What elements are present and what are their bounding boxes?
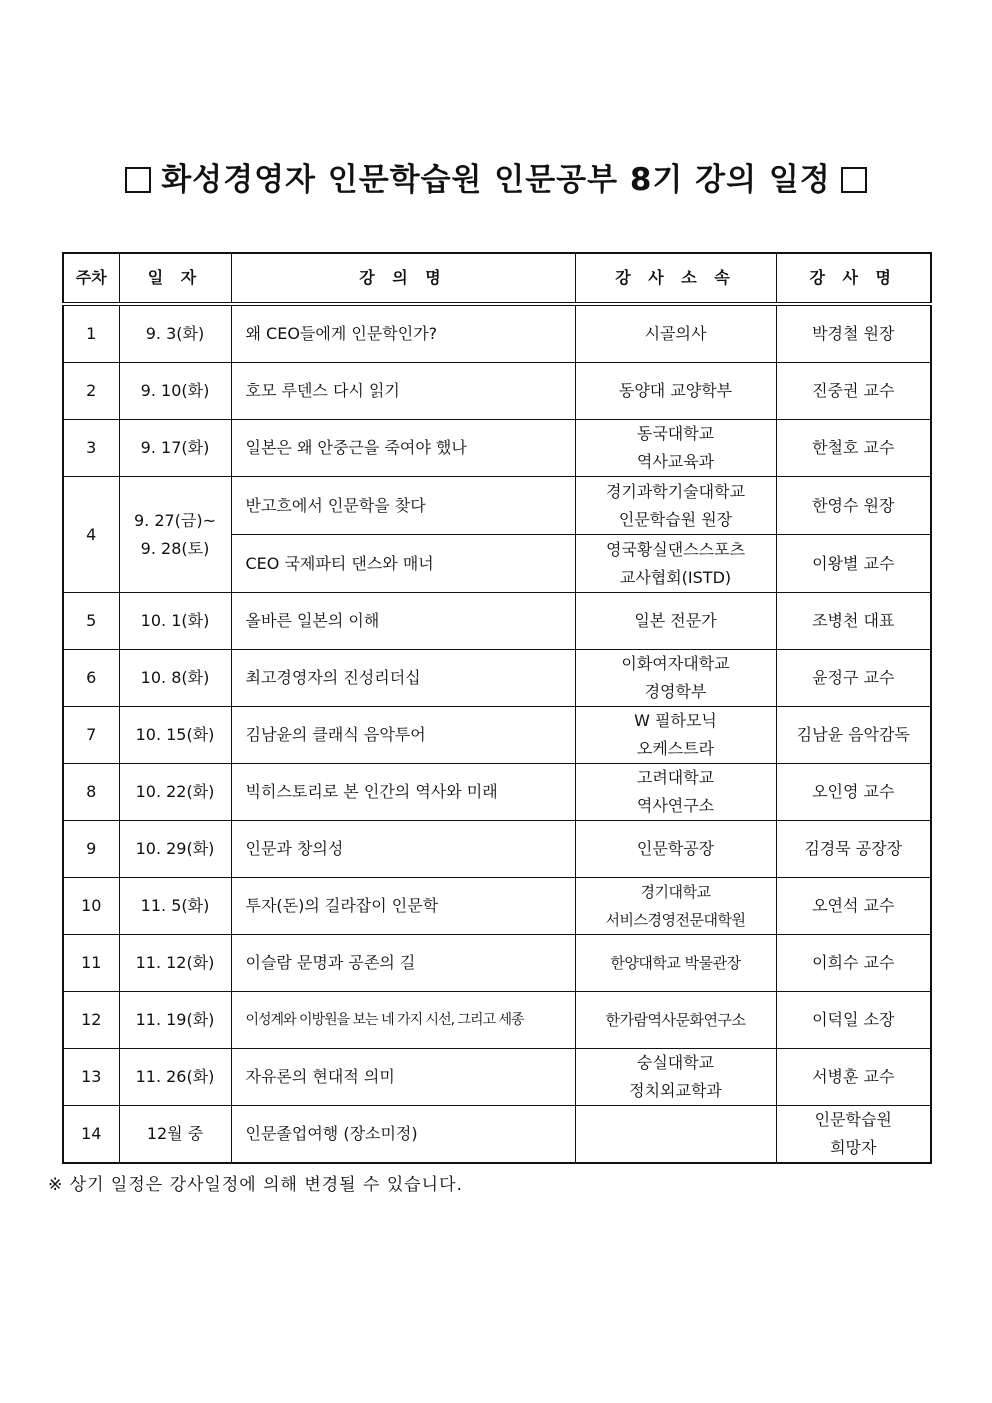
lecturer-line: 이희수 교수 <box>812 953 895 972</box>
week-cell: 2 <box>63 363 119 420</box>
table-row <box>63 935 931 992</box>
date-cell: 9. 3(화) <box>119 304 231 363</box>
lecture-cell: 호모 루덴스 다시 읽기 <box>231 363 575 420</box>
table-row <box>63 593 931 650</box>
date-cell: 12월 중 <box>119 1106 231 1164</box>
affiliation-line: 교사협회(ISTD) <box>619 567 732 587</box>
lecturer-line: 한영수 원장 <box>812 495 895 515</box>
affiliation-line: 인문학습원 원장 <box>618 509 733 529</box>
affiliation-line: 시골의사 <box>644 324 707 343</box>
date-cell: 11. 26(화) <box>119 1049 231 1106</box>
lecturer-cell <box>776 650 931 707</box>
table-row <box>63 477 931 535</box>
lecturer-cell <box>776 593 931 650</box>
date-cell: 10. 22(화) <box>119 764 231 821</box>
table-row <box>63 764 931 821</box>
lecture-cell: CEO 국제파티 댄스와 매너 <box>231 535 575 593</box>
affiliation-cell <box>575 535 776 593</box>
affiliation-line: 이화여자대학교 <box>621 654 730 673</box>
lecturer-cell <box>776 992 931 1049</box>
lecturer-line: 서병훈 교수 <box>812 1067 895 1086</box>
lecturer-cell <box>776 535 931 593</box>
lecturer-line: 한철호 교수 <box>812 438 895 457</box>
date-cell: 9. 10(화) <box>119 363 231 420</box>
lecturer-line: 오인영 교수 <box>812 782 895 801</box>
lecture-cell: 반고흐에서 인문학을 찾다 <box>231 477 575 535</box>
date-cell: 11. 5(화) <box>119 878 231 935</box>
lecture-cell: 빅히스토리로 본 인간의 역사와 미래 <box>231 764 575 821</box>
lecturer-line: 인문학습원 <box>814 1110 892 1129</box>
lecturer-line: 조병천 대표 <box>812 611 895 630</box>
page-title <box>0 152 992 208</box>
lecturer-cell <box>776 707 931 764</box>
affiliation-line: W 필하모닉 <box>634 711 717 730</box>
lecture-cell: 투자(돈)의 길라잡이 인문학 <box>231 878 575 935</box>
table-row <box>63 992 931 1049</box>
affiliation-cell <box>575 878 776 935</box>
affiliation-cell <box>575 363 776 420</box>
lecturer-line: 윤정구 교수 <box>812 668 895 687</box>
table-row <box>63 650 931 707</box>
lecturer-line: 진중권 교수 <box>812 381 895 400</box>
date-cell: 10. 29(화) <box>119 821 231 878</box>
affiliation-line: 경기과학기술대학교 <box>605 481 746 501</box>
week-cell: 11 <box>63 935 119 992</box>
table-row <box>63 363 931 420</box>
lecture-cell: 이슬람 문명과 공존의 길 <box>231 935 575 992</box>
lecturer-line: 김경묵 공장장 <box>804 839 903 858</box>
affiliation-cell <box>575 821 776 878</box>
affiliation-line: 고려대학교 <box>636 768 715 787</box>
week-cell: 6 <box>63 650 119 707</box>
header-date: 일 자 <box>119 253 231 304</box>
affiliation-cell <box>575 935 776 992</box>
affiliation-line: 한양대학교 박물관장 <box>610 954 741 972</box>
lecturer-line: 이덕일 소장 <box>812 1010 895 1029</box>
lecture-cell: 올바른 일본의 이해 <box>231 593 575 650</box>
week-cell: 8 <box>63 764 119 821</box>
week-cell: 1 <box>63 304 119 363</box>
header-lecturer: 강 사 명 <box>776 253 931 304</box>
lecturer-cell <box>776 935 931 992</box>
week-cell: 4 <box>63 477 119 593</box>
lecturer-cell <box>776 878 931 935</box>
affiliation-line: 숭실대학교 <box>636 1053 715 1072</box>
affiliation-line: 일본 전문가 <box>634 611 717 630</box>
schedule-table <box>62 252 932 1164</box>
table-header-row <box>63 253 931 304</box>
lecture-cell: 최고경영자의 진성리더십 <box>231 650 575 707</box>
header-affiliation: 강 사 소 속 <box>575 253 776 304</box>
table-row <box>63 420 931 477</box>
date-cell: 11. 19(화) <box>119 992 231 1049</box>
affiliation-line: 경기대학교 <box>640 883 711 901</box>
lecturer-cell <box>776 304 931 363</box>
week-cell: 12 <box>63 992 119 1049</box>
square-bullet-icon <box>841 167 867 193</box>
date-cell: 9. 17(화) <box>119 420 231 477</box>
affiliation-line: 역사연구소 <box>636 796 715 815</box>
week-cell: 5 <box>63 593 119 650</box>
lecture-cell: 인문졸업여행 (장소미정) <box>231 1106 575 1164</box>
lecturer-cell <box>776 363 931 420</box>
affiliation-cell <box>575 650 776 707</box>
week-cell: 9 <box>63 821 119 878</box>
lecture-cell: 인문과 창의성 <box>231 821 575 878</box>
affiliation-line: 오케스트라 <box>636 739 715 758</box>
lecture-cell: 왜 CEO들에게 인문학인가? <box>231 304 575 363</box>
lecture-cell: 일본은 왜 안중근을 죽여야 했나 <box>231 420 575 477</box>
table-row <box>63 1106 931 1164</box>
affiliation-cell <box>575 707 776 764</box>
week-cell: 7 <box>63 707 119 764</box>
affiliation-line: 한가람역사문화연구소 <box>605 1011 746 1029</box>
table-row <box>63 304 931 363</box>
header-week: 주차 <box>63 253 119 304</box>
affiliation-cell <box>575 1049 776 1106</box>
lecture-cell: 자유론의 현대적 의미 <box>231 1049 575 1106</box>
square-bullet-icon <box>125 167 151 193</box>
date-cell <box>119 477 231 593</box>
lecturer-line: 희망자 <box>830 1138 877 1157</box>
date-cell: 10. 15(화) <box>119 707 231 764</box>
lecturer-cell <box>776 821 931 878</box>
table-row <box>63 878 931 935</box>
table-row <box>63 707 931 764</box>
affiliation-cell <box>575 420 776 477</box>
schedule-change-note: ※ 상기 일정은 강사일정에 의해 변경될 수 있습니다. <box>48 1175 463 1195</box>
date-cell: 11. 12(화) <box>119 935 231 992</box>
lecturer-line: 오연석 교수 <box>812 896 895 915</box>
affiliation-cell <box>575 593 776 650</box>
affiliation-cell <box>575 304 776 363</box>
lecturer-cell <box>776 764 931 821</box>
week-cell: 13 <box>63 1049 119 1106</box>
lecturer-cell <box>776 477 931 535</box>
affiliation-line: 동국대학교 <box>636 424 715 443</box>
table-row <box>63 821 931 878</box>
lecture-cell: 이성계와 이방원을 보는 네 가지 시선, 그리고 세종 <box>231 992 575 1049</box>
affiliation-cell <box>575 992 776 1049</box>
affiliation-line: 역사교육과 <box>636 452 715 471</box>
affiliation-line: 영국황실댄스스포츠 <box>605 539 746 559</box>
affiliation-line: 서비스경영전문대학원 <box>605 911 746 929</box>
lecturer-cell <box>776 420 931 477</box>
affiliation-line: 경영학부 <box>644 682 707 701</box>
lecturer-line: 이왕별 교수 <box>812 553 895 573</box>
week-cell: 3 <box>63 420 119 477</box>
week-cell: 10 <box>63 878 119 935</box>
date-line: 9. 27(금)~ <box>133 510 217 530</box>
lecture-cell: 김남윤의 클래식 음악투어 <box>231 707 575 764</box>
lecturer-line: 박경철 원장 <box>812 324 895 343</box>
lecturer-cell <box>776 1049 931 1106</box>
page-title-text: 화성경영자 인문학습원 인문공부 8기 강의 일정 <box>161 162 831 198</box>
affiliation-cell <box>575 764 776 821</box>
lecturer-line: 김남윤 음악감독 <box>796 725 910 744</box>
date-cell: 10. 8(화) <box>119 650 231 707</box>
affiliation-line: 동양대 교양학부 <box>618 381 733 400</box>
lecturer-cell <box>776 1106 931 1164</box>
header-lecture: 강 의 명 <box>231 253 575 304</box>
affiliation-line: 정치외교학과 <box>629 1081 722 1100</box>
table-row <box>63 1049 931 1106</box>
week-cell: 14 <box>63 1106 119 1164</box>
affiliation-cell <box>575 477 776 535</box>
date-line: 9. 28(토) <box>140 538 210 558</box>
affiliation-cell <box>575 1106 776 1164</box>
affiliation-line: 인문학공장 <box>636 839 715 858</box>
date-cell: 10. 1(화) <box>119 593 231 650</box>
